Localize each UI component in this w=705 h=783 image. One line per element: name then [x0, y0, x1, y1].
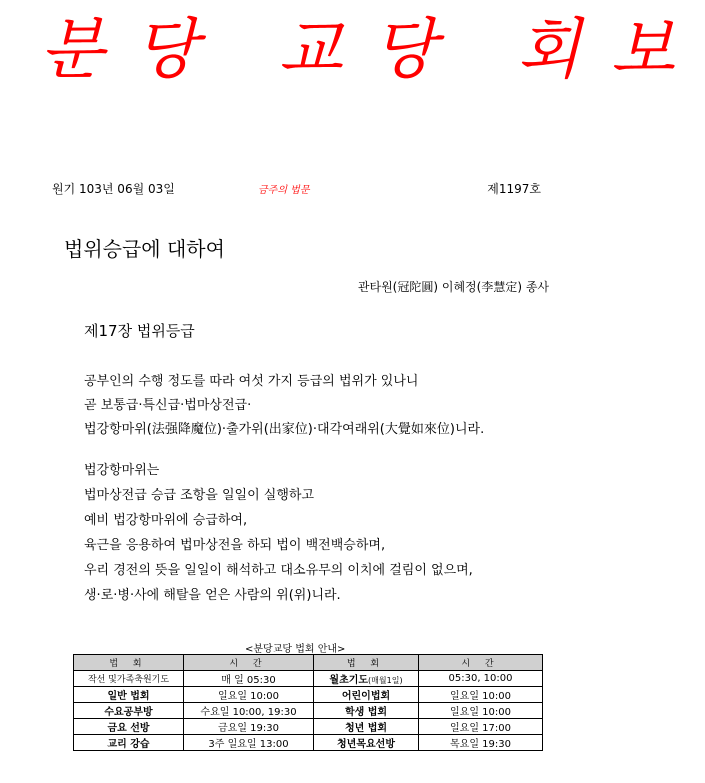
- schedule-caption: <분당교당 법회 안내>: [245, 644, 346, 655]
- paragraph-hangma: [84, 458, 473, 608]
- service-time: 일요일 17:00: [419, 719, 543, 735]
- service-name-text: 월초기도: [329, 675, 369, 686]
- service-name: 교리 강습: [74, 735, 184, 751]
- text-line: 법강항마위는: [84, 463, 160, 478]
- service-name: [314, 735, 419, 751]
- column-header: 법 회: [74, 655, 184, 671]
- service-time: 일요일 10:00: [419, 687, 543, 703]
- service-name: [314, 671, 419, 687]
- service-time: 매 일 05:30: [184, 671, 314, 687]
- column-header: 시 간: [419, 655, 543, 671]
- service-time: 금요일 19:30: [184, 719, 314, 735]
- table-row: [74, 735, 543, 751]
- text-line: 육근을 응용하여 법마상전을 하되 법이 백전백승하며,: [84, 538, 386, 553]
- service-name-text: 청년목요선방: [337, 739, 395, 750]
- text-line: 우리 경전의 뜻을 일일이 해석하고 대소유무의 이치에 걸림이 없으며,: [84, 563, 473, 578]
- service-name: [314, 703, 419, 719]
- service-time: 05:30, 10:00: [419, 671, 543, 687]
- text-line: 법마상전급 승급 조항을 일일이 실행하고: [84, 488, 315, 503]
- issue-number: 제1197호: [487, 182, 541, 196]
- service-name: 금요 선방: [74, 719, 184, 735]
- service-name-text: 어린이법회: [341, 691, 391, 702]
- table-row: [74, 703, 543, 719]
- service-name: [314, 687, 419, 703]
- service-time: 수요일 10:00, 19:30: [184, 703, 314, 719]
- section-label: 금주의 법문: [258, 185, 310, 196]
- service-schedule-table: [73, 654, 543, 751]
- service-name-note: (매월1일): [368, 676, 403, 685]
- table-row: [74, 719, 543, 735]
- newsletter-masthead: 분당 교당 회보: [40, 11, 705, 88]
- service-time: 일요일 10:00: [419, 703, 543, 719]
- text-line: 법강항마위(法强降魔位)·출가위(出家位)·대각여래위(大覺如來位)니라.: [84, 422, 485, 437]
- issue-meta-row: [0, 180, 561, 196]
- text-line: 예비 법강항마위에 승급하여,: [84, 513, 248, 528]
- service-name: 작선 및가족축원기도: [74, 671, 184, 687]
- service-time: 3주 일요일 13:00: [184, 735, 314, 751]
- article-author: 관타원(冠陀圓) 이혜정(李慧定) 종사: [357, 280, 549, 294]
- table-row: [74, 687, 543, 703]
- text-line: 공부인의 수행 정도를 따라 여섯 가지 등급의 법위가 있나니: [84, 374, 419, 389]
- service-name-text: 청년 법회: [344, 723, 388, 734]
- table-row: [74, 671, 543, 687]
- issue-date: 원기 103년 06월 03일: [52, 182, 175, 196]
- chapter-heading: 제17장 법위등급: [84, 322, 195, 340]
- service-name: [314, 719, 419, 735]
- column-header: 법 회: [314, 655, 419, 671]
- service-time: 일요일 10:00: [184, 687, 314, 703]
- service-name-text: 학생 법회: [344, 707, 388, 718]
- service-name: 일반 법회: [74, 687, 184, 703]
- table-header-row: [74, 655, 543, 671]
- service-time: 목요일 19:30: [419, 735, 543, 751]
- column-header: 시 간: [184, 655, 314, 671]
- paragraph-grades: [84, 370, 484, 442]
- article-title: 법위승급에 대하여: [64, 237, 225, 261]
- text-line: 곧 보통급·특신급·법마상전급·: [84, 398, 252, 413]
- text-line: 생·로·병·사에 해탈을 얻은 사람의 위(위)니라.: [84, 588, 341, 603]
- service-name: 수요공부방: [74, 703, 184, 719]
